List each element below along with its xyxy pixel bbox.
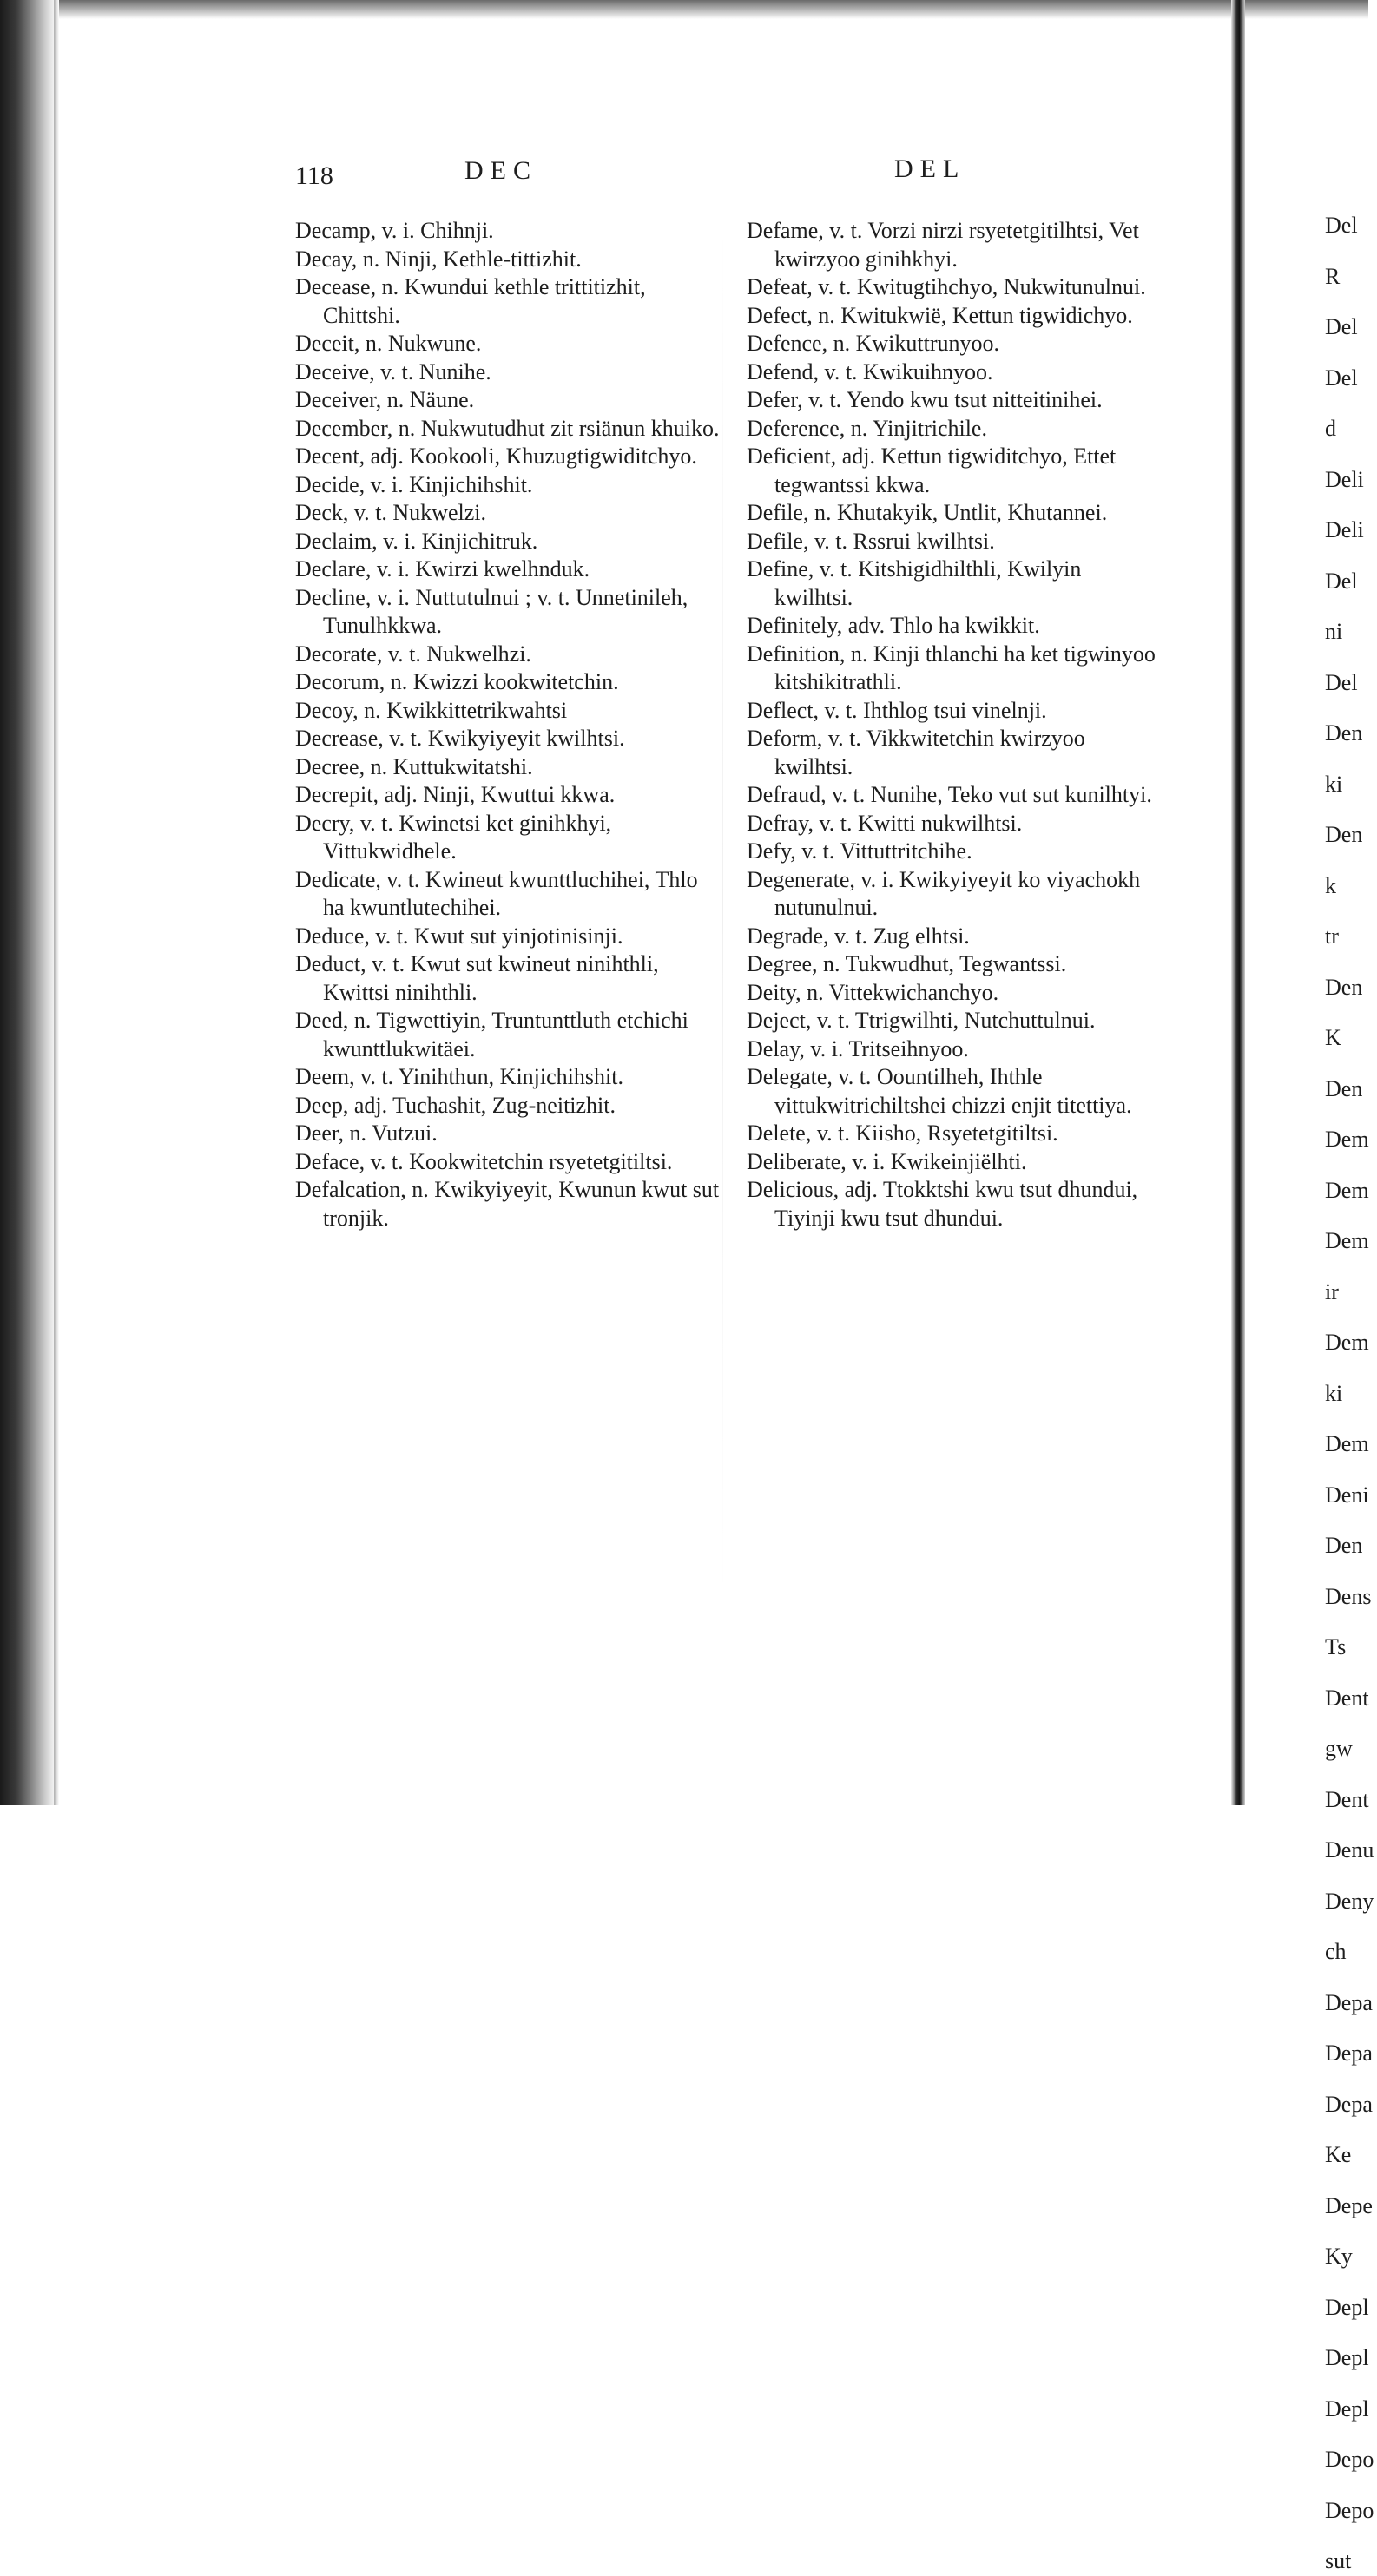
dictionary-entry: Degenerate, v. i. Kwikyiyeyit ko viyachokh nutunulnui. xyxy=(747,866,1141,920)
cut-off-entry-fragment: d xyxy=(1325,416,1336,441)
dictionary-entry: December, n. Nukwutudhut zit rsiänun khuiko. xyxy=(295,415,720,441)
cut-off-entry-fragment: k xyxy=(1325,872,1336,898)
dictionary-entry: Defeat, v. t. Kwitugtihchyo, Nukwitunulnui. xyxy=(747,274,1146,299)
dictionary-entry: Decease, n. Kwundui kethle trittitizhit, Chittshi. xyxy=(295,274,646,328)
cut-off-entry-fragment: R xyxy=(1325,263,1341,289)
cut-off-entry-fragment: Del xyxy=(1325,568,1358,594)
dictionary-entry: Deity, n. Vittekwichanchyo. xyxy=(747,979,999,1005)
dictionary-entry: Deer, n. Vutzui. xyxy=(295,1120,438,1146)
page-top-shadow xyxy=(0,0,1368,19)
cut-off-entry-fragment: sut xyxy=(1325,2548,1352,2573)
dictionary-entry: Deep, adj. Tuchashit, Zug-neitizhit. xyxy=(295,1092,616,1118)
dictionary-entry: Decree, n. Kuttukwitatshi. xyxy=(295,753,533,779)
dictionary-entry: Deed, n. Tigwettiyin, Truntunttluth etchichi kwunttlukwitäei. xyxy=(295,1008,688,1061)
dictionary-entry: Deject, v. t. Ttrigwilhti, Nutchuttulnui. xyxy=(747,1008,1096,1033)
cut-off-entry-fragment: Den xyxy=(1325,1075,1363,1101)
cut-off-entry-fragment: Dem xyxy=(1325,1330,1369,1355)
dictionary-entry: Defile, v. t. Rssrui kwilhtsi. xyxy=(747,528,995,554)
cut-off-entry-fragment: ni xyxy=(1325,619,1343,644)
cut-off-entry-fragment: Del xyxy=(1325,213,1358,238)
dictionary-entry: Deficient, adj. Kettun tigwiditchyo, Ettet tegwantssi kkwa. xyxy=(747,444,1117,497)
dictionary-entry: Defy, v. t. Vittuttritchihe. xyxy=(747,838,972,864)
dictionary-entry: Degree, n. Tukwudhut, Tegwantssi. xyxy=(747,951,1067,976)
cut-off-entry-fragment: K xyxy=(1325,1025,1341,1050)
dictionary-entry: Defend, v. t. Kwikuihnyoo. xyxy=(747,358,993,384)
cut-off-entry-fragment: Dens xyxy=(1325,1583,1372,1609)
dictionary-entry: Defect, n. Kwitukwië, Kettun tigwidichyo. xyxy=(747,302,1133,328)
cut-off-entry-fragment: Depa xyxy=(1325,2091,1373,2117)
dictionary-entry: Decline, v. i. Nuttutulnui ; v. t. Unnetinileh, Tunulhkkwa. xyxy=(295,584,688,638)
dictionary-entry: Decent, adj. Kookooli, Khuzugtigwiditchyo. xyxy=(295,444,697,469)
next-page-edge-column xyxy=(1325,189,1377,2573)
dictionary-entry: Deflect, v. t. Ihthlog tsui vinelnji. xyxy=(747,697,1047,723)
dictionary-entry: Declaim, v. i. Kinjichitruk. xyxy=(295,528,538,554)
dictionary-entry: Definition, n. Kinji thlanchi ha ket tigwinyoo kitshikitrathli. xyxy=(747,641,1156,694)
page-number: 118 xyxy=(295,161,333,190)
cut-off-entry-fragment: Den xyxy=(1325,720,1363,746)
cut-off-entry-fragment: Den xyxy=(1325,974,1363,1000)
cut-off-entry-fragment: Deli xyxy=(1325,466,1364,492)
book-gutter xyxy=(1231,0,1245,1805)
dictionary-entry: Delete, v. t. Kiisho, Rsyetetgitiltsi. xyxy=(747,1120,1058,1146)
dictionary-entry: Declare, v. i. Kwirzi kwelhnduk. xyxy=(295,556,590,582)
cut-off-entry-fragment: Dent xyxy=(1325,1786,1369,1812)
cut-off-entry-fragment: Ke xyxy=(1325,2142,1352,2167)
cut-off-entry-fragment: Depa xyxy=(1325,1989,1373,2015)
cut-off-entry-fragment: ki xyxy=(1325,1380,1343,1406)
cut-off-entry-fragment: Dem xyxy=(1325,1228,1369,1253)
dictionary-entry: Deceiver, n. Näune. xyxy=(295,387,475,412)
dictionary-entry: Degrade, v. t. Zug elhtsi. xyxy=(747,923,970,949)
dictionary-entry: Deceive, v. t. Nunihe. xyxy=(295,358,491,384)
cut-off-entry-fragment: Dem xyxy=(1325,1127,1369,1152)
cut-off-entry-fragment: Den xyxy=(1325,1533,1363,1558)
page-edge xyxy=(54,0,59,1805)
dictionary-entry: Decide, v. i. Kinjichihshit. xyxy=(295,471,533,497)
book-spine-shadow xyxy=(0,0,54,1805)
cut-off-entry-fragment: Depe xyxy=(1325,2192,1373,2218)
dictionary-entry: Deck, v. t. Nukwelzi. xyxy=(295,500,486,525)
dictionary-entry: Deem, v. t. Yinihthun, Kinjichihshit. xyxy=(295,1064,623,1089)
dictionary-entry: Dedicate, v. t. Kwineut kwunttluchihei, Thlo ha kwuntlutechihei. xyxy=(295,866,698,920)
dictionary-entry: Defer, v. t. Yendo kwu tsut nitteitinihei. xyxy=(747,387,1103,412)
column-divider xyxy=(722,217,723,1606)
cut-off-entry-fragment: ki xyxy=(1325,771,1343,797)
dictionary-entry: Defame, v. t. Vorzi nirzi rsyetetgitilhtsi, Vet kwirzyoo ginihkhyi. xyxy=(747,218,1139,272)
cut-off-entry-fragment: Depa xyxy=(1325,2040,1373,2066)
cut-off-entry-fragment: tr xyxy=(1325,923,1339,949)
dictionary-entry: Decamp, v. i. Chihnji. xyxy=(295,218,494,243)
cut-off-entry-fragment: Depl xyxy=(1325,2395,1369,2422)
dictionary-entry: Delicious, adj. Ttokktshi kwu tsut dhundui, Tiyinji kwu tsut dhundui. xyxy=(747,1177,1138,1231)
right-guide-word: DEL xyxy=(894,154,966,183)
dictionary-entry: Defence, n. Kwikuttrunyoo. xyxy=(747,331,999,356)
cut-off-entry-fragment: Dem xyxy=(1325,1431,1369,1456)
dictionary-entry: Deface, v. t. Kookwitetchin rsyetetgitiltsi. xyxy=(295,1148,673,1174)
dictionary-entry: Deliberate, v. i. Kwikeinjiëlhti. xyxy=(747,1148,1027,1174)
cut-off-entry-fragment: gw xyxy=(1325,1736,1353,1761)
dictionary-entry: Decorum, n. Kwizzi kookwitetchin. xyxy=(295,669,619,694)
page-header xyxy=(295,154,972,189)
dictionary-entry: Delegate, v. t. Oountilheh, Ihthle vittukwitrichiltshei chizzi enjit titettiya. xyxy=(747,1064,1132,1118)
cut-off-entry-fragment: ch xyxy=(1325,1939,1347,1964)
dictionary-entry: Deduce, v. t. Kwut sut yinjotinisinji. xyxy=(295,923,623,949)
cut-off-entry-fragment: Del xyxy=(1325,669,1358,695)
dictionary-entry: Defray, v. t. Kwitti nukwilhtsi. xyxy=(747,810,1023,836)
dictionary-entry: Decry, v. t. Kwinetsi ket ginihkhyi, Vittukwidhele. xyxy=(295,810,612,864)
cut-off-entry-fragment: Ky xyxy=(1325,2244,1353,2269)
dictionary-entry: Defraud, v. t. Nunihe, Teko vut sut kunilhtyi. xyxy=(747,782,1152,807)
cut-off-entry-fragment: Denu xyxy=(1325,1837,1374,1863)
cut-off-entry-fragment: Del xyxy=(1325,314,1358,339)
cut-off-entry-fragment: Deni xyxy=(1325,1482,1369,1508)
cut-off-entry-fragment: Depo xyxy=(1325,2447,1374,2472)
left-guide-word: DEC xyxy=(464,156,537,185)
dictionary-entry: Deceit, n. Nukwune. xyxy=(295,331,482,356)
dictionary-entry: Delay, v. i. Tritseihnyoo. xyxy=(747,1035,969,1061)
left-column xyxy=(295,217,721,1232)
dictionary-entry: Define, v. t. Kitshigidhilthli, Kwilyin kwilhtsi. xyxy=(747,556,1082,610)
cut-off-entry-fragment: Depl xyxy=(1325,2345,1369,2370)
cut-off-entry-fragment: Den xyxy=(1325,822,1363,847)
dictionary-entry: Decorate, v. t. Nukwelhzi. xyxy=(295,641,531,667)
dictionary-entry: Defalcation, n. Kwikyiyeyit, Kwunun kwut sut tronjik. xyxy=(295,1177,720,1231)
dictionary-entry: Decoy, n. Kwikkittetrikwahtsi xyxy=(295,697,568,723)
cut-off-entry-fragment: ir xyxy=(1325,1278,1339,1304)
dictionary-entry: Decrease, v. t. Kwikyiyeyit kwilhtsi. xyxy=(295,726,625,751)
dictionary-entry: Definitely, adv. Thlo ha kwikkit. xyxy=(747,613,1040,638)
cut-off-entry-fragment: Dem xyxy=(1325,1177,1369,1203)
cut-off-entry-fragment: Depl xyxy=(1325,2294,1369,2320)
dictionary-entry: Decay, n. Ninji, Kethle-tittizhit. xyxy=(295,246,582,272)
cut-off-entry-fragment: Deli xyxy=(1325,517,1364,542)
cut-off-entry-fragment: Del xyxy=(1325,365,1358,391)
cut-off-entry-fragment: Depo xyxy=(1325,2497,1374,2523)
cut-off-entry-fragment: Dent xyxy=(1325,1685,1369,1711)
dictionary-entry: Defile, n. Khutakyik, Untlit, Khutannei. xyxy=(747,500,1108,525)
cut-off-entry-fragment: Ts xyxy=(1325,1634,1347,1659)
right-column xyxy=(747,217,1163,1232)
dictionary-entry: Deduct, v. t. Kwut sut kwineut ninihthli, Kwittsi ninihthli. xyxy=(295,951,659,1005)
cut-off-entry-fragment: Deny xyxy=(1325,1888,1374,1914)
dictionary-entry: Decrepit, adj. Ninji, Kwuttui kkwa. xyxy=(295,782,616,807)
dictionary-entry: Deform, v. t. Vikkwitetchin kwirzyoo kwilhtsi. xyxy=(747,726,1085,779)
dictionary-entry: Deference, n. Yinjitrichile. xyxy=(747,415,987,441)
